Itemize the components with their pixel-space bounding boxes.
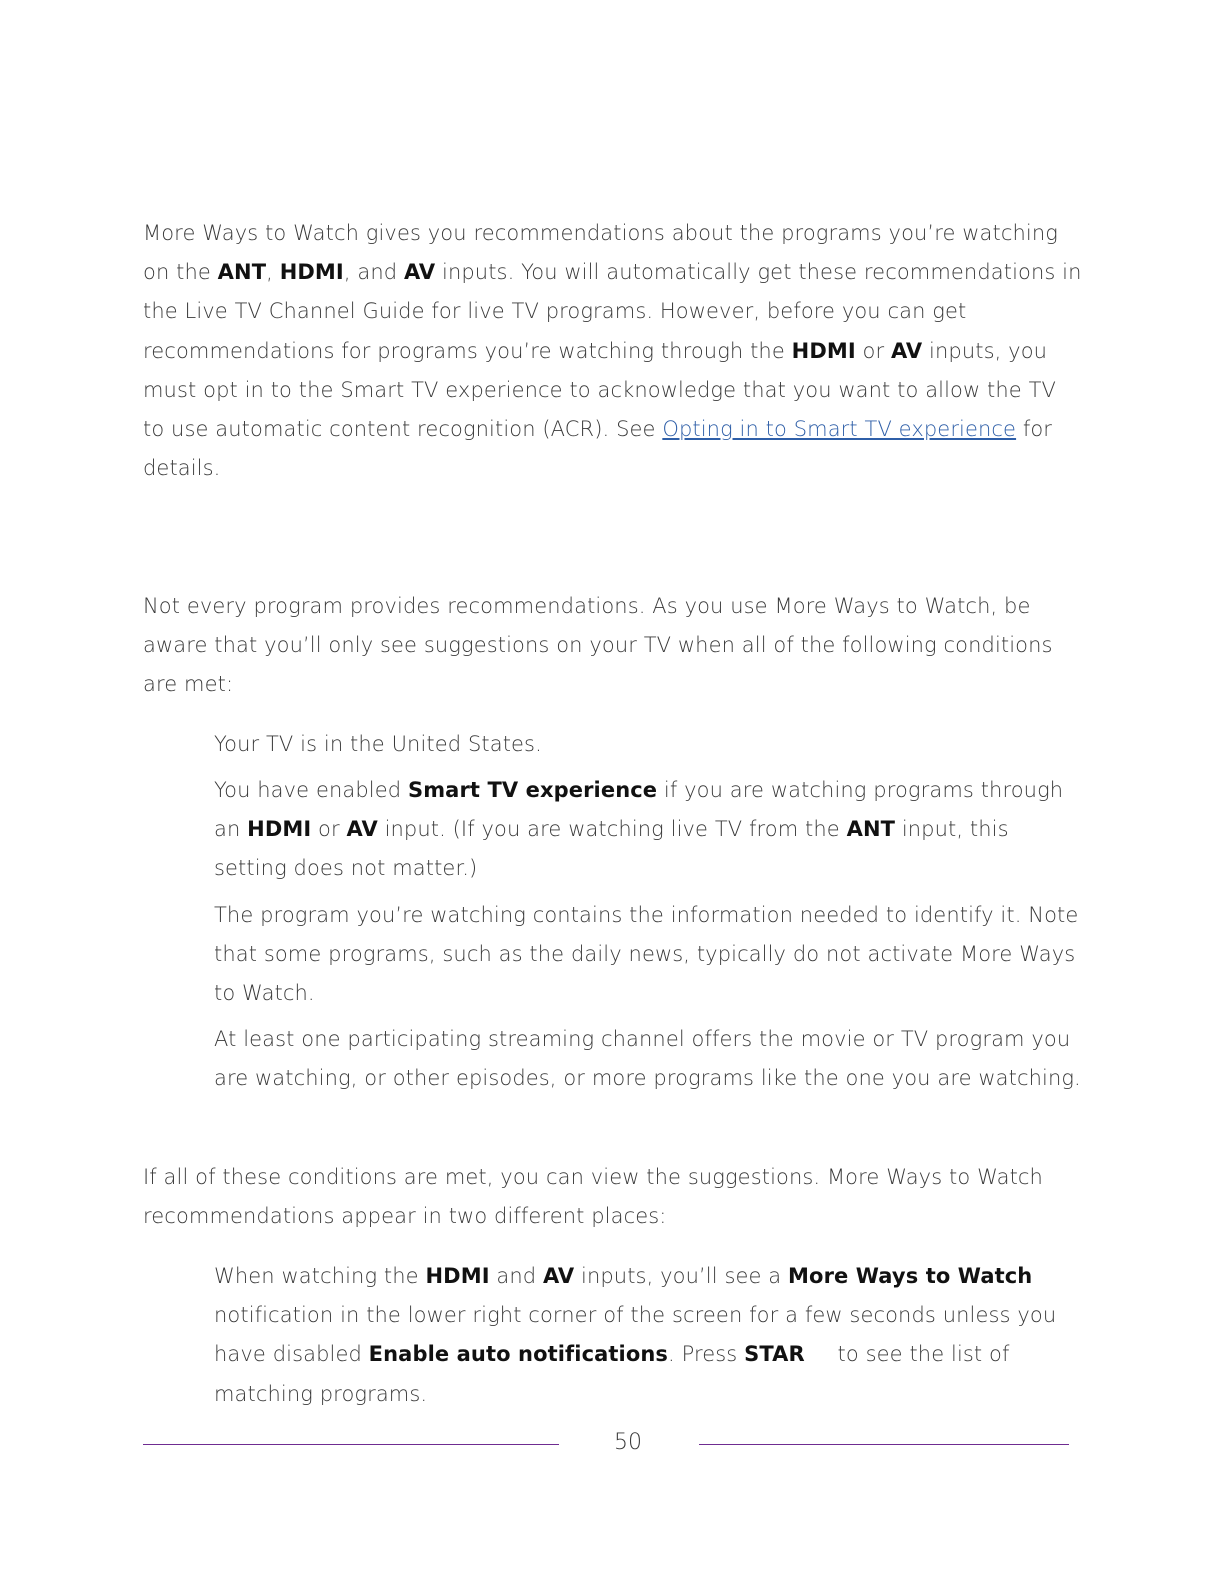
page-number: 50 <box>614 1430 642 1455</box>
condition-item-streaming: At least one participating streaming channel offers the movie or TV program you are watching, or other episodes, or more programs like the one you are watching. <box>214 1027 1081 1091</box>
condition-item-program-info: The program you’re watching contains the information needed to identify it. Note that some programs, such as the daily news, typically do not activate More Ways to Watch. <box>214 903 1079 1006</box>
intro-paragraph: More Ways to Watch gives you recommendations about the programs you’re watching on the ANT, HDMI, and AV inputs. You will automatically get these recommendations in the Live TV Channel Guide for live TV programs. However, before you can get recommendations for programs you’re watching through the HDMI or AV inputs, you must opt in to the Smart TV experience to acknowledge that you want to allow the TV to use automatic content recognition (ACR). See Opting in to Smart TV experience for details. <box>143 221 1082 481</box>
footer-rule-right <box>699 1444 1069 1445</box>
conditions-paragraph: Not every program provides recommendations. As you use More Ways to Watch, be aware that you’ll only see suggestions on your TV when all of the following conditions are met: <box>143 594 1053 697</box>
condition-item-smart-tv: You have enabled Smart TV experience if you are watching programs through an HDMI or AV input. (If you are watching live TV from the ANT input, this setting does not matter.) <box>214 778 1064 881</box>
recommendation-item-notification: When watching the HDMI and AV inputs, you’ll see a More Ways to Watch notification in the lower right corner of the screen for a few seconds unless you have disabled Enable auto notifications. Press STAR to see the list of matching programs. <box>214 1264 1057 1406</box>
summary-paragraph: If all of these conditions are met, you can view the suggestions. More Ways to Watch recommendations appear in two different places: <box>143 1165 1043 1229</box>
opting-in-link[interactable]: Opting in to Smart TV experience <box>662 417 1017 442</box>
condition-item-location: Your TV is in the United States. <box>214 732 542 756</box>
footer-rule-left <box>143 1444 559 1445</box>
